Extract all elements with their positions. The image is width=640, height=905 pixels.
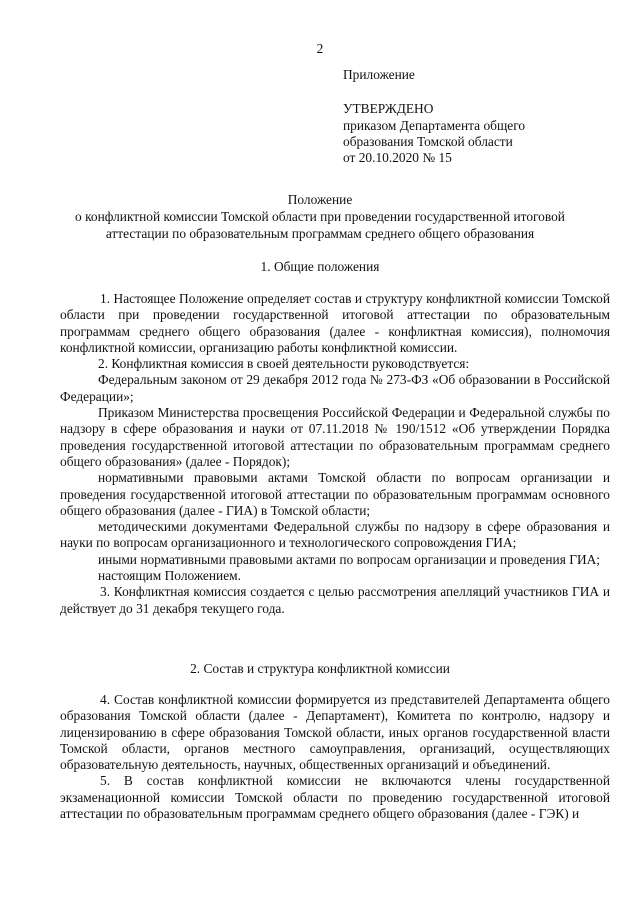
paragraph-1: 1. Настоящее Положение определяет состав и структуру конфликтной комиссии Томской области при проведении государственной итоговой аттестации по образовательным программам среднего общего образования (далее - конфликтная комиссия), полномочия конфликтной комиссии, организацию работы конфликтной комиссии. — [60, 291, 610, 355]
paragraph-3: 3. Конфликтная комиссия создается с целью рассмотрения апелляций участников ГИА и действует до 31 декабря текущего года. — [60, 584, 610, 616]
paragraph-5: 5. В состав конфликтной комиссии не включаются члены государственной экзаменационной комиссии Томской области по проведению государственной итоговой аттестации по образовательным программам среднего общего образования (далее - ГЭК) и — [60, 773, 610, 822]
section-1-body — [60, 291, 610, 617]
section-1-heading: 1. Общие положения — [260, 259, 380, 274]
appendix-label: Приложение — [343, 67, 415, 82]
approval-line-2: образования Томской области — [343, 133, 513, 149]
approval-line-3: от 20.10.2020 № 15 — [343, 150, 452, 166]
document-subtitle-line-2: аттестации по образовательным программам среднего общего образования — [105, 226, 535, 241]
page-number: 2 — [316, 41, 324, 56]
paragraph-order: Приказом Министерства просвещения Российской Федерации и Федеральной службы по надзору в сфере образования и науки от 07.11.2018 № 190/1512 «Об утверждении Порядка проведения государственной итоговой аттестации по образовательным программам среднего общего образования» (далее - Порядок); — [60, 405, 610, 469]
approved-label: УТВЕРЖДЕНО — [343, 101, 434, 117]
paragraph-4: 4. Состав конфликтной комиссии формируется из представителей Департамента общего образования Томской области (далее - Департамент), Комитета по контролю, надзору и лицензированию в сфере образования Томской области, иных органов государственной власти Томской области, органов местного самоуправления, организаций, осуществляющих образовательную деятельность, научных, общественных организаций и объединений. — [60, 692, 610, 773]
paragraph-methodical-docs: методическими документами Федеральной службы по надзору в сфере образования и науки по вопросам организационного и технологического сопровождения ГИА; — [60, 519, 610, 551]
paragraph-regional-acts: нормативными правовыми актами Томской области по вопросам организации и проведения государственной итоговой аттестации по образовательным программам основного общего образования (далее - ГИА) в Томской области; — [60, 470, 610, 518]
section-2-body — [60, 692, 610, 822]
approval-block — [343, 67, 603, 166]
approval-line-1: приказом Департамента общего — [343, 117, 526, 133]
document-subtitle-line-1: о конфликтной комиссии Томской области при проведении государственной итоговой — [75, 209, 565, 224]
section-2-heading: 2. Состав и структура конфликтной комиссии — [190, 661, 450, 676]
paragraph-this-regulation: настоящим Положением. — [98, 568, 241, 584]
paragraph-law: Федеральным законом от 29 декабря 2012 года № 273-ФЗ «Об образовании в Российской Федерации»; — [60, 372, 610, 404]
paragraph-2: 2. Конфликтная комиссия в своей деятельности руководствуется: — [98, 356, 470, 372]
paragraph-other-acts: иными нормативными правовыми актами по вопросам организации и проведения ГИА; — [98, 551, 601, 567]
document-title: Положение — [287, 192, 353, 207]
